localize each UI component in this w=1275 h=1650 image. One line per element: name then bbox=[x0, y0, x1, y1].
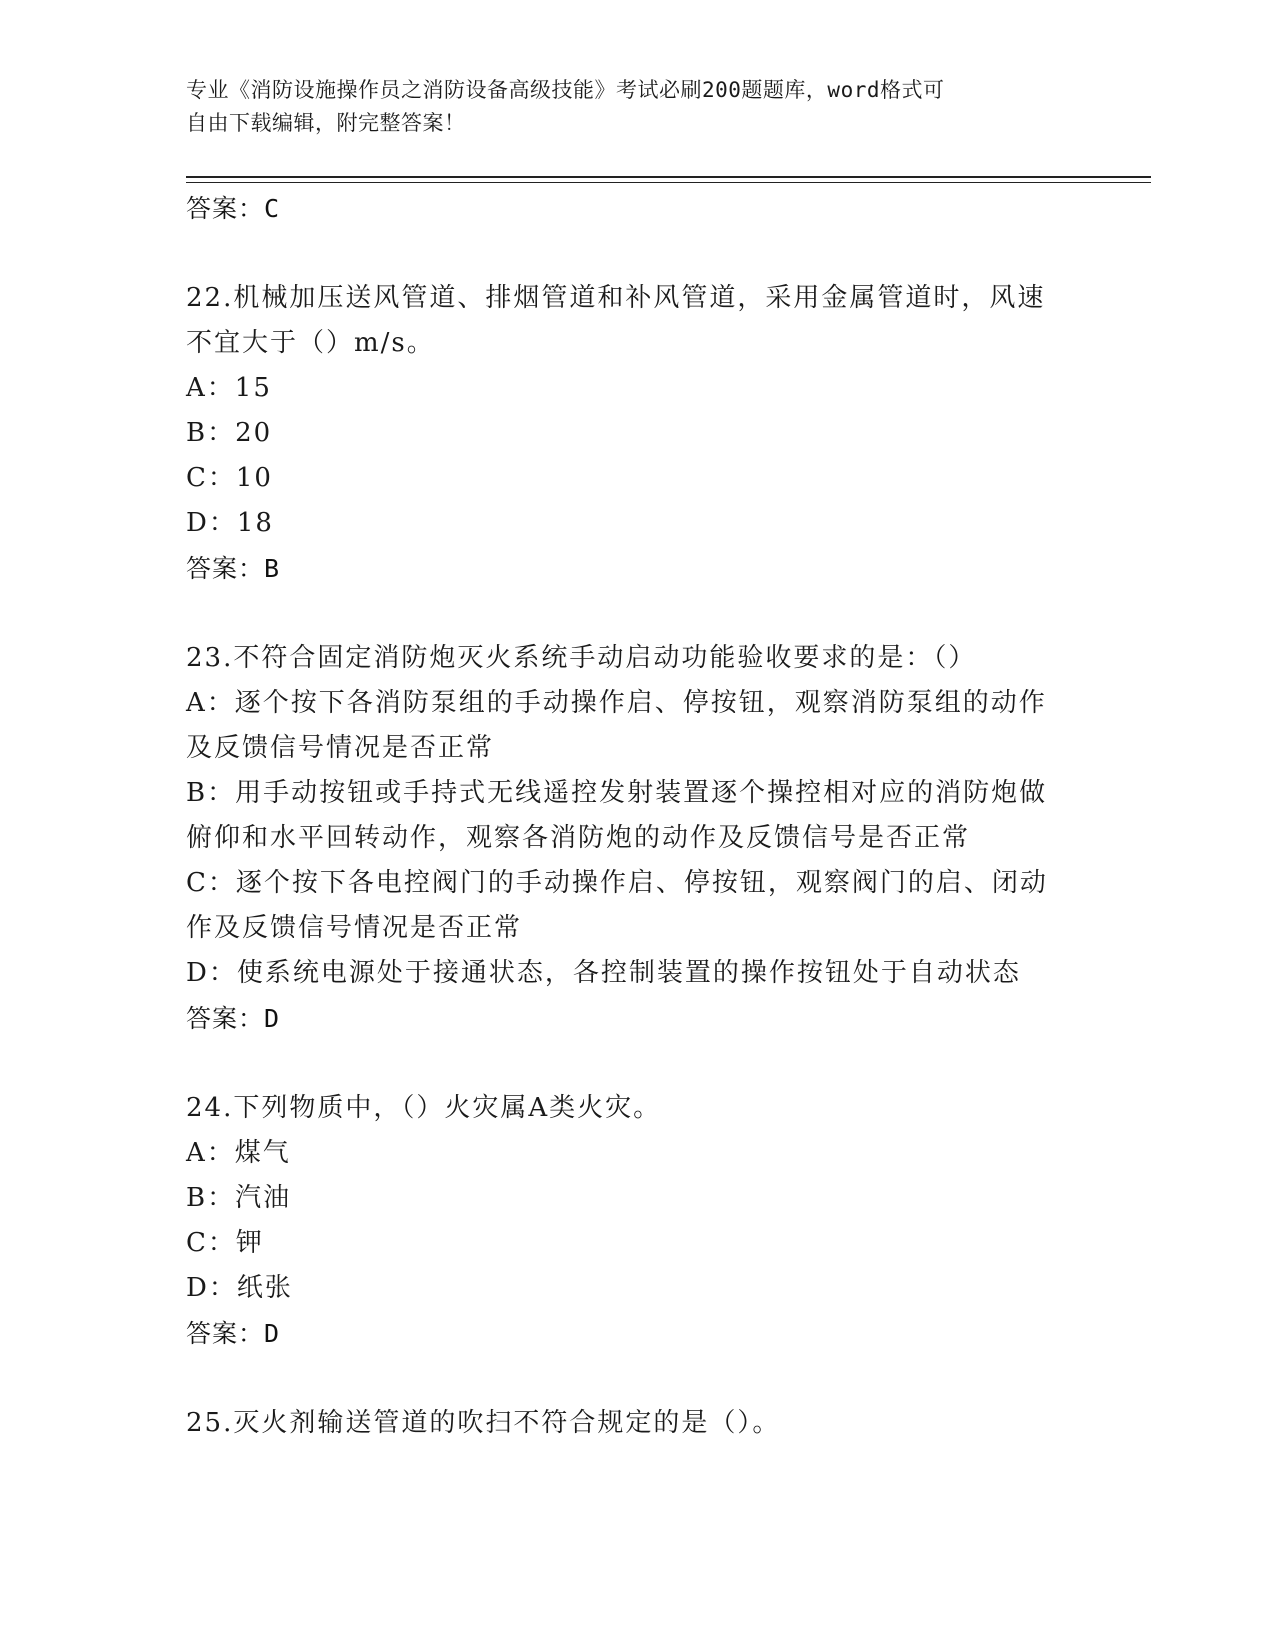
option-c-cont: 作及反馈信号情况是否正常 bbox=[186, 913, 523, 943]
header-title-line-1: 专业《消防设施操作员之消防设备高级技能》考试必刷200题题库，word格式可 bbox=[186, 78, 945, 102]
question-block-23 bbox=[186, 636, 1086, 1041]
answer: 答案：D bbox=[186, 1319, 281, 1348]
option-b: B：汽油 bbox=[186, 1183, 292, 1213]
answer: 答案：B bbox=[186, 554, 281, 583]
header-divider-thick bbox=[186, 176, 1151, 178]
document-body bbox=[186, 186, 1086, 1446]
question-text: 23.不符合固定消防炮灭火系统手动启动功能验收要求的是：（） bbox=[186, 643, 977, 673]
header-divider-thin bbox=[186, 182, 1151, 183]
spacer bbox=[186, 1356, 1086, 1401]
question-block-24 bbox=[186, 1086, 1086, 1356]
previous-answer: 答案：C bbox=[186, 194, 281, 223]
question-block-25 bbox=[186, 1401, 1086, 1446]
option-d: D：18 bbox=[186, 508, 274, 538]
header-title-line-2: 自由下载编辑，附完整答案！ bbox=[186, 111, 466, 135]
spacer bbox=[186, 1041, 1086, 1086]
option-a: A：15 bbox=[186, 373, 272, 403]
option-c: C：钾 bbox=[186, 1228, 264, 1258]
document-header bbox=[186, 74, 1066, 140]
option-a: A：煤气 bbox=[186, 1138, 291, 1168]
option-d: D：使系统电源处于接通状态，各控制装置的操作按钮处于自动状态 bbox=[186, 958, 1021, 988]
option-c: C：逐个按下各电控阀门的手动操作启、停按钮，观察阀门的启、闭动 bbox=[186, 868, 1048, 898]
option-b: B：20 bbox=[186, 418, 273, 448]
question-text: 25.灭火剂输送管道的吹扫不符合规定的是（）。 bbox=[186, 1408, 781, 1438]
spacer bbox=[186, 591, 1086, 636]
answer: 答案：D bbox=[186, 1004, 281, 1033]
question-text: 22.机械加压送风管道、排烟管道和补风管道，采用金属管道时，风速 bbox=[186, 283, 1046, 313]
option-a-cont: 及反馈信号情况是否正常 bbox=[186, 733, 495, 763]
spacer bbox=[186, 231, 1086, 276]
question-text: 24.下列物质中，（）火灾属A类火灾。 bbox=[186, 1093, 662, 1123]
option-c: C：10 bbox=[186, 463, 273, 493]
option-b: B：用手动按钮或手持式无线遥控发射装置逐个操控相对应的消防炮做 bbox=[186, 778, 1048, 808]
question-block-22 bbox=[186, 276, 1086, 591]
option-b-cont: 俯仰和水平回转动作，观察各消防炮的动作及反馈信号是否正常 bbox=[186, 823, 971, 853]
option-d: D：纸张 bbox=[186, 1273, 293, 1303]
option-a: A：逐个按下各消防泵组的手动操作启、停按钮，观察消防泵组的动作 bbox=[186, 688, 1047, 718]
question-text-cont: 不宜大于（）m/s。 bbox=[186, 328, 435, 358]
